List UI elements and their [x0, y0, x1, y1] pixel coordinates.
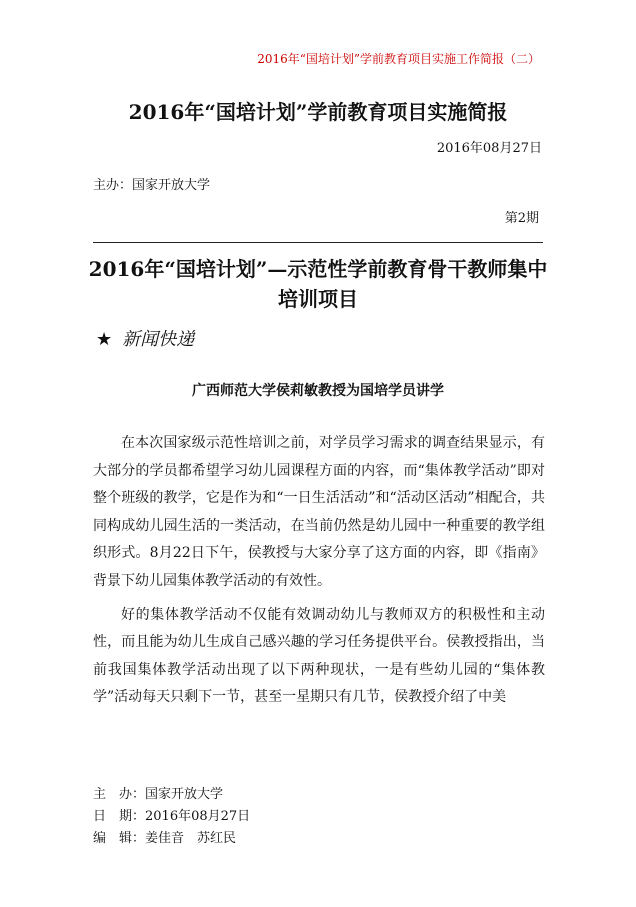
footer-editor-value: 姜佳音 苏红民 [145, 831, 237, 846]
footer-sponsor-label: 主 办： [93, 787, 146, 802]
article-paragraph-2: 好的集体教学活动不仅能有效调动幼儿与教师双方的积极性和主动性，而且能为幼儿生成自己感兴趣的学习任务提供平台。侯教授指出，当前我国集体教学活动出现了以下两种现状，一是有些幼儿园的“集体教学”活动每天只剩下一节，甚至一星期只有几节，侯教授介绍了中美 [93, 606, 545, 706]
article-title: 广西师范大学侯莉敏教授为国培学员讲学 [192, 383, 444, 399]
bulletin-title: 2016年“国培计划”学前教育项目实施简报 [128, 100, 508, 124]
section-title: 2016年“国培计划”—示范性学前教育骨干教师集中培训项目 [88, 257, 548, 311]
article-paragraph-1: 在本次国家级示范性培训之前，对学员学习需求的调查结果显示，有大部分的学员都希望学习幼儿园课程方面的内容，而“集体教学活动”即对整个班级的教学，它是作为和“一日生活活动”和“活动区活动”相配合，共同构成幼儿园生活的一类活动，在当前仍然是幼儿园中一种重要的教学组织形式。8月22日下午，侯教授与大家分享了这方面的内容，即《指南》背景下幼儿园集体教学活动的有效性。 [93, 435, 545, 589]
issue-number: 第2期 [504, 211, 539, 226]
article-body [93, 430, 545, 718]
footer-sponsor-row [93, 784, 250, 806]
star-icon: ★ [96, 329, 113, 350]
footer-editor-row [93, 828, 250, 850]
bulletin-date: 2016年08月27日 [436, 141, 542, 156]
header-note: 2016年“国培计划”学前教育项目实施工作简报（二） [257, 52, 540, 66]
footer-info [93, 784, 250, 850]
footer-date-value: 2016年08月27日 [145, 809, 251, 824]
divider-line [93, 242, 543, 243]
footer-date-row [93, 806, 250, 828]
footer-date-label: 日 期： [93, 809, 146, 824]
bulletin-sponsor: 主办：国家开放大学 [93, 178, 211, 193]
news-flash-heading [96, 325, 194, 351]
news-flash-label: 新闻快递 [122, 329, 195, 350]
footer-sponsor-value: 国家开放大学 [145, 787, 224, 802]
footer-editor-label: 编 辑： [93, 831, 146, 846]
